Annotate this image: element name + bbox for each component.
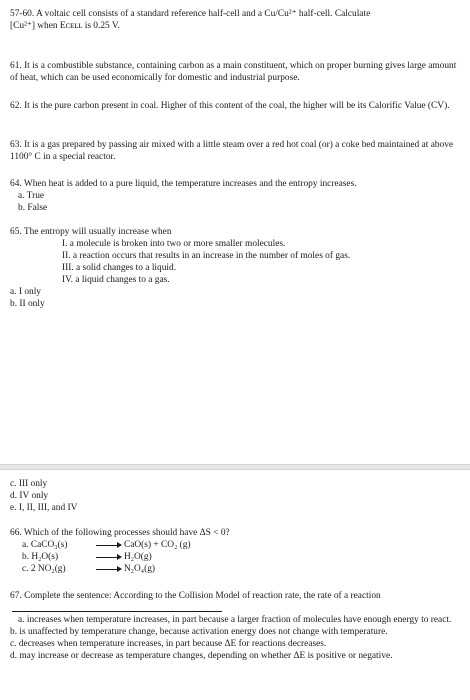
question-65-option-e: e. I, II, III, and IV bbox=[10, 503, 78, 514]
reaction-c-reactant: c. 2 NO₂(g) bbox=[22, 564, 66, 575]
question-65-option-a: a. I only bbox=[10, 287, 41, 298]
question-62 bbox=[10, 100, 462, 112]
question-63-text: 63. It is a gas prepared by passing air mixed with a little steam over a red hot coal (or) a coke bed maintained at above 1100° C in a special reactor. bbox=[10, 140, 454, 163]
question-65-option-c: c. III only bbox=[10, 479, 48, 489]
reaction-b bbox=[10, 551, 462, 563]
right-arrow-icon bbox=[96, 541, 122, 549]
reaction-a bbox=[10, 539, 462, 551]
question-65 bbox=[10, 226, 462, 310]
question-62-text: 62. It is the pure carbon present in coal. Higher of this content of the coal, the higher will be its Calorific Value (CV). bbox=[10, 101, 450, 111]
question-64-stem: 64. When heat is added to a pure liquid, the temperature increases and the entropy increases. bbox=[10, 179, 357, 189]
reaction-c bbox=[10, 563, 462, 575]
reaction-a-product: CaO(s) + CO₂ (g) bbox=[124, 540, 191, 551]
question-67-blank-line bbox=[10, 602, 462, 614]
question-64-option-b: b. False bbox=[18, 203, 48, 214]
question-66 bbox=[10, 527, 462, 575]
question-57-line1: 57-60. A voltaic cell consists of a standard reference half-cell and a Cu/Cu²⁺ half-cell. Calculate bbox=[10, 9, 371, 19]
question-66-stem: 66. Which of the following processes should have ΔS < 0? bbox=[10, 528, 230, 538]
question-67 bbox=[10, 590, 462, 662]
reaction-b-product: H₂O(g) bbox=[124, 552, 152, 563]
right-arrow-icon bbox=[96, 565, 122, 573]
question-65-continued bbox=[10, 478, 462, 514]
reaction-b-reactant: b. H₂O(s) bbox=[22, 552, 59, 563]
question-63 bbox=[10, 139, 462, 163]
reaction-c-product: N₂O₄(g) bbox=[124, 564, 156, 575]
question-64 bbox=[10, 178, 462, 214]
question-67-stem: 67. Complete the sentence: According to the Collision Model of reaction rate, the rate of a reaction bbox=[10, 591, 381, 601]
question-67-option-d: d. may increase or decrease as temperature changes, depending on whether ΔE is positive or negative. bbox=[10, 651, 393, 662]
question-57 bbox=[10, 8, 462, 32]
question-67-option-c: c. decreases when temperature increases, in part because ΔE for reactions decreases. bbox=[10, 639, 327, 650]
question-67-option-a: a. increases when temperature increases, in part because a larger fraction of molecules have enough energy to react. bbox=[18, 615, 452, 626]
question-61-text: 61. It is a combustible substance, containing carbon as a main constituent, which on proper burning gives large amount of heat, which can be used economically for domestic and industrial purpose. bbox=[10, 61, 457, 84]
question-67-option-b: b. is unaffected by temperature change, because activation energy does not change with temperature. bbox=[10, 627, 388, 638]
question-65-statement-2: II. a reaction occurs that results in an increase in the number of moles of gas. bbox=[62, 251, 351, 262]
question-65-statement-3: III. a solid changes to a liquid. bbox=[62, 263, 177, 274]
question-61 bbox=[10, 60, 462, 84]
reaction-a-reactant: a. CaCO₃(s) bbox=[22, 540, 68, 551]
question-64-option-a: a. True bbox=[18, 191, 45, 202]
right-arrow-icon bbox=[96, 553, 122, 561]
question-57-line2: [Cu²⁺] when Eᴄᴇʟʟ is 0.25 V. bbox=[10, 21, 120, 32]
question-65-statement-4: IV. a liquid changes to a gas. bbox=[62, 275, 170, 286]
question-65-statement-1: I. a molecule is broken into two or more smaller molecules. bbox=[62, 239, 286, 250]
answer-blank bbox=[12, 602, 222, 612]
question-65-option-d: d. IV only bbox=[10, 491, 49, 502]
question-65-stem: 65. The entropy will usually increase when bbox=[10, 227, 172, 237]
question-65-option-b: b. II only bbox=[10, 299, 45, 310]
page-break-separator bbox=[0, 464, 470, 470]
